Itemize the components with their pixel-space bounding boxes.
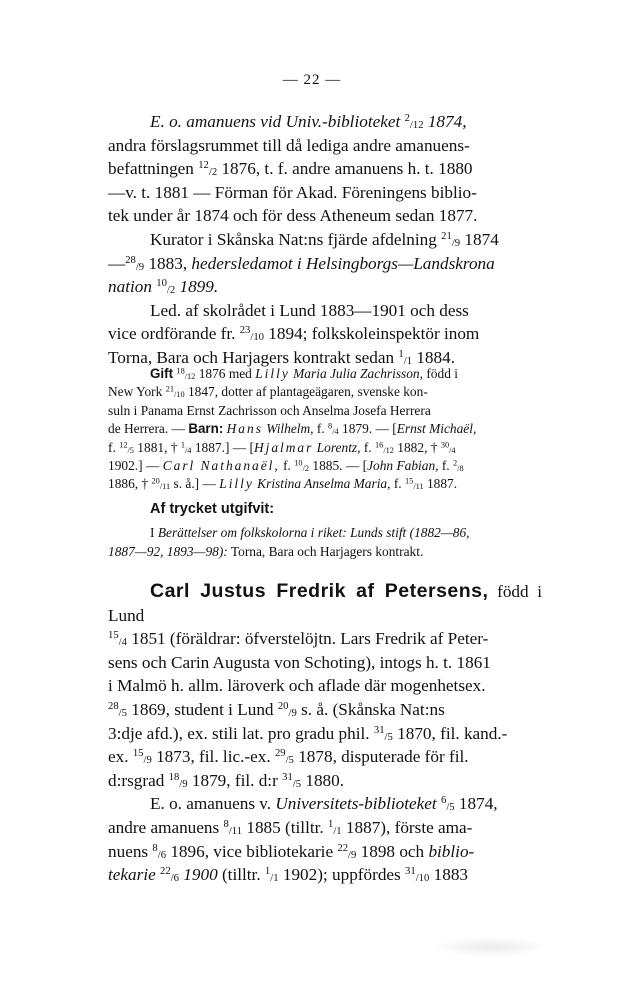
biography-entry xyxy=(108,580,542,887)
printed-works xyxy=(108,500,542,561)
text-line: Gift $^{18}_{/12}$ 1876 med Lilly Maria Julia Zachrisson, född i xyxy=(150,366,458,381)
text-line: de Herrera. — Barn: Hans Wilhelm, f. $^8_{/4}$ 1879. — [Ernst Michaël, xyxy=(108,421,477,437)
entry-name-heading: Carl Justus Fredrik af Petersens, xyxy=(150,580,489,602)
family-paragraph xyxy=(108,365,542,494)
career-paragraph-1 xyxy=(108,110,542,370)
text-line: ex. $^{15}_{/9}$ 1873, fil. lic.-ex. $^{29}_{/5}$ 1878, disputerade för fil. xyxy=(108,747,469,767)
text-line: —v. t. 1881 — Förman för Akad. Föreningens biblio- xyxy=(108,182,477,202)
text-line: nation $^{10}_{/2}$ 1899. xyxy=(108,277,219,297)
text-line: vice ordförande fr. $^{23}_{/10}$ 1894; folkskoleinspektör inom xyxy=(108,324,480,344)
text-line: E. o. amanuens v. Universitets-biblioteket $^6_{/5}$ 1874, xyxy=(150,794,498,814)
text-line: 1902.] — Carl Nathanaël, f. $^{10}_{/2}$ 1885. — [John Fabian, f. $^2_{/8}$ xyxy=(108,458,464,474)
text-line: d:rsgrad $^{18}_{/9}$ 1879, fil. d:r $^{31}_{/5}$ 1880. xyxy=(108,770,345,790)
text-line: Led. af skolrådet i Lund 1883—1901 och dess xyxy=(150,300,469,320)
text-line: Torna, Bara och Harjagers kontrakt sedan $^1_{/1}$ 1884. xyxy=(108,347,455,367)
text-line: $^{15}_{/4}$ 1851 (föräldrar: öfverstelöjtn. Lars Fredrik af Peter- xyxy=(108,629,489,649)
text-line: $^{28}_{/5}$ 1869, student i Lund $^{20}_{/9}$ s. å. (Skånska Nat:ns xyxy=(108,699,445,720)
text-line: 3:dje afd.), ex. stili lat. pro gradu phil. $^{31}_{/5}$ 1870, fil. kand.- xyxy=(108,723,508,743)
text-line: Kurator i Skånska Nat:ns fjärde afdelning $^{21}_{/9}$ 1874 xyxy=(150,229,499,250)
text-line: suln i Panama Ernst Zachrisson och Anselma Josefa Herrera xyxy=(108,402,431,418)
text-line: New York $^{21}_{/10}$ 1847, dotter af plantageägaren, svenske kon- xyxy=(108,384,428,400)
text-line: nuens $^8_{/6}$ 1896, vice bibliotekarie $^{22}_{/9}$ 1898 och biblio- xyxy=(108,841,475,861)
text-line: tekarie $^{22}_{/6}$ 1900 (tilltr. $^1_{/1}$ 1902); uppfördes $^{31}_{/10}$ 1883 xyxy=(108,865,468,885)
text-line: E. o. amanuens vid Univ.-biblioteket $^2_{/12}$ 1874, xyxy=(150,112,467,132)
text-line: i Malmö h. allm. läroverk och aflade där mogenhetsex. xyxy=(108,676,486,696)
text-line: f. $^{12}_{/5}$ 1881, † $^1_{/4}$ 1887.] — [Hjalmar Lorentz, f. $^{16}_{/12}$ 1882, † $^{30}_{/4}$ xyxy=(108,439,456,455)
printed-heading: Af trycket utgifvit: xyxy=(150,501,275,517)
text-line: befattningen $^{12}_{/2}$ 1876, t. f. andre amanuens h. t. 1880 xyxy=(108,159,473,179)
text-line: andre amanuens $^8_{/11}$ 1885 (tilltr. $^1_{/1}$ 1887), förste ama- xyxy=(108,817,473,837)
scan-watermark-smudge xyxy=(430,936,550,958)
text-line: I Berättelser om folkskolorna i riket: Lunds stift (1882—86, xyxy=(150,525,470,541)
text-line: 1886, † $^{20}_{/11}$ s. å.] — Lilly Kristina Anselma Maria, f. $^{15}_{/11}$ 1887. xyxy=(108,476,458,492)
text-line: tek under år 1874 och för dess Atheneum sedan 1877. xyxy=(108,206,478,226)
text-line: 1887—92, 1893—98): Torna, Bara och Harjagers kontrakt. xyxy=(108,543,424,559)
text-line: Carl Justus Fredrik af Petersens, född i Lund xyxy=(108,580,543,625)
page-number: — 22 — xyxy=(282,72,342,88)
text-line: —$^{28}_{/9}$ 1883, hedersledamot i Helsingborgs—Landskrona xyxy=(108,253,495,273)
text-line: andra förslagsrummet till då lediga andre amanuens- xyxy=(108,135,470,155)
text-line: sens och Carin Augusta von Schoting), intogs h. t. 1861 xyxy=(108,652,491,672)
